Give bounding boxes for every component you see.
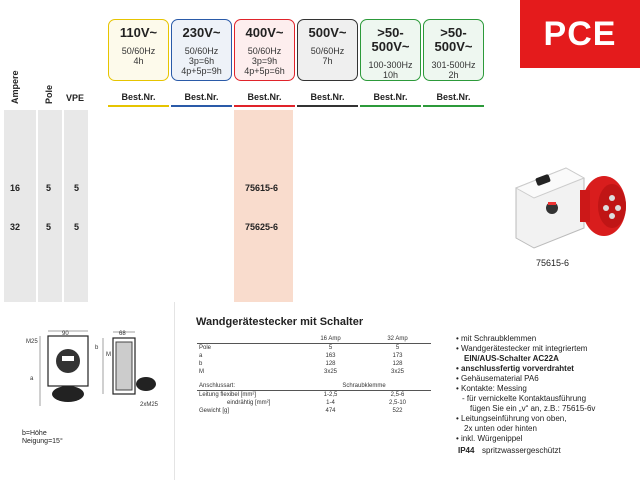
spec-table [197,335,431,415]
feature-item: • anschlussfertig vorverdrahtet [456,364,574,373]
conn-cell: eindrähtig [mm²] [227,400,271,406]
voltage-box-2 [234,19,295,81]
conn-cell: 2,5-6 [390,392,405,398]
color-underline-5 [423,105,484,107]
voltage-detail: 100-300Hz [368,60,413,70]
voltage-value: >50-500V~ [371,25,410,54]
conn-cell: 2,5-10 [388,400,406,406]
voltage-detail: 3p=6h [188,56,215,66]
voltage-detail: 3p=9h [251,56,278,66]
spec-cell: 173 [392,353,403,359]
spec-cell: 3x25 [323,369,337,375]
color-underline-1 [171,105,232,107]
conn-cell: 1-2,5 [323,392,338,398]
voltage-value: 500V~ [308,25,347,40]
conn-cell: Leitung flexibel [mm²] [199,392,257,398]
row1-pole: 5 [46,183,52,193]
order-number-header-1: Best.Nr. [184,92,219,102]
voltage-detail: 50/60Hz [247,46,282,56]
row2-order-number[interactable]: 75625-6 [245,222,279,232]
ip-description: spritzwassergeschützt [482,446,561,455]
voltage-detail: 301-500Hz [431,60,476,70]
voltage-detail: 2h [448,70,459,80]
voltage-detail: 7h [322,56,333,66]
conn-cell: 522 [392,408,403,414]
voltage-detail: 4p+5p=6h [244,66,285,76]
color-underline-3 [297,105,358,107]
feature-item: • inkl. Würgenippel [456,434,523,443]
product-caption: 75615-6 [536,258,570,268]
spec-head-0 [197,335,297,344]
pole-header: Pole [44,84,54,104]
voltage-detail: 4h [133,56,144,66]
voltage-detail: 50/60Hz [184,46,219,56]
feature-item: • Wandgerätestecker mit integriertem [456,344,588,353]
ip-code: IP44 [458,446,475,455]
spec-cell: b [199,361,203,367]
spec-cell: Pole [199,345,212,351]
voltage-box-0 [108,19,169,81]
row1-vpe: 5 [74,183,80,193]
voltage-box-1 [171,19,232,81]
m25-label: M25 [26,339,38,345]
feature-item: • mit Schraubklemmen [456,334,537,343]
voltage-value: 400V~ [245,25,284,40]
conn-cell: 474 [325,408,336,414]
spec-head-1: 16 Amp [320,336,341,342]
vpe-column [64,110,88,302]
row1-order-number[interactable]: 75615-6 [245,183,279,193]
voltage-detail: 10h [382,70,399,80]
side-a-label: a [30,376,34,382]
order-number-header-2: Best.Nr. [247,92,282,102]
feature-item: fügen Sie ein „v“ an, z.B.: 75615-6v [470,404,596,413]
color-underline-2 [234,105,295,107]
voltage-value: 110V~ [119,25,158,40]
note-inclination: Neigung=15° [22,438,63,445]
spec-cell: M [199,369,204,375]
voltage-detail: 50/60Hz [121,46,156,56]
feature-list [456,334,640,444]
brand-logo: PCE [520,0,640,68]
feature-item: EIN/AUS-Schalter AC22A [464,354,559,363]
voltage-box-4 [360,19,421,81]
voltage-detail: 4p+5p=9h [181,66,222,76]
spec-cell: a [199,353,203,359]
voltage-value: >50-500V~ [434,25,473,54]
dim-top2-label: 68 [119,331,126,337]
color-underline-0 [108,105,169,107]
spec-cell: 5 [395,345,400,351]
voltage-value: 230V~ [182,25,221,40]
dim-top-label: 90 [62,331,69,337]
feature-item: • Gehäusematerial PA6 [456,374,539,383]
conn-head-0: Anschlussart: [199,383,236,389]
order-number-header-0: Best.Nr. [121,92,156,102]
row2-vpe: 5 [74,222,80,232]
feature-item: • Kontakte: Messing [456,384,527,393]
voltage-box-3 [297,19,358,81]
pole-column [38,110,62,302]
ampere-column [4,110,36,302]
pg-label: 2xM25 [140,402,159,408]
spec-head-2: 32 Amp [387,336,408,342]
voltage-box-5 [423,19,484,81]
voltage-detail: 50/60Hz [310,46,345,56]
side-m-label: M [106,352,111,358]
feature-item: - für vernickelte Kontaktausführung [462,394,587,403]
order-number-header-4: Best.Nr. [373,92,408,102]
spec-cell: 5 [328,345,333,351]
row1-ampere: 16 [10,183,21,193]
order-number-header-3: Best.Nr. [310,92,345,102]
side-b-label: b [95,345,99,351]
row2-ampere: 32 [10,222,21,232]
conn-cell: 1-4 [326,400,335,406]
spec-cell: 128 [392,361,403,367]
note-height: b=Höhe [22,430,47,437]
vpe-header: VPE [66,93,85,103]
row2-pole: 5 [46,222,52,232]
feature-item: 2x unten oder hinten [464,424,537,433]
feature-item: • Leitungseinführung von oben, [456,414,567,423]
conn-cell: Gewicht [g] [199,408,230,414]
conn-head-1: Schraubklemme [342,383,386,389]
spec-cell: 163 [325,353,336,359]
ampere-header: Ampere [10,70,20,104]
spec-cell: 128 [325,361,336,367]
spec-title: Wandgerätestecker mit Schalter [196,316,364,328]
highlight-400v-column [234,110,293,302]
spec-cell: 3x25 [390,369,404,375]
color-underline-4 [360,105,421,107]
product-image [496,160,636,252]
order-number-header-5: Best.Nr. [436,92,471,102]
